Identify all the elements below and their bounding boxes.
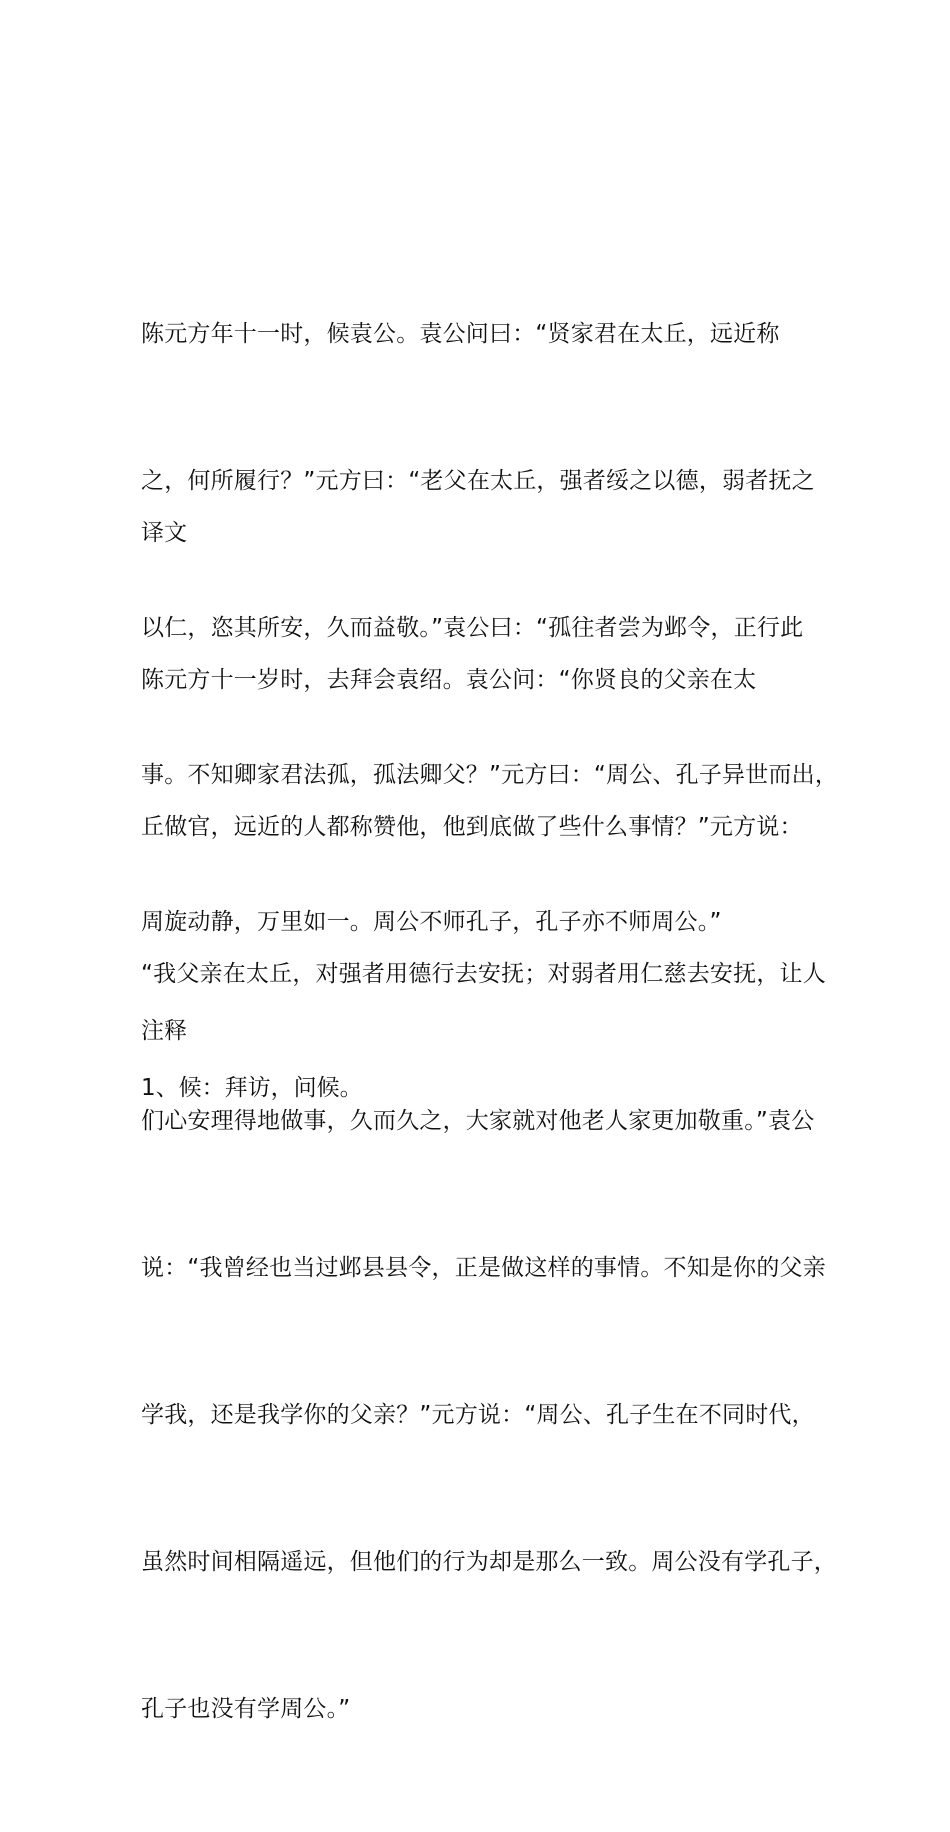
translation-line: 虽然时间相隔遥远，但他们的行为却是那么一致。周公没有学孔子，: [141, 1549, 837, 1575]
translation-line: 陈元方十一岁时，去拜会袁绍。袁公问：“你贤良的父亲在太: [141, 667, 757, 693]
translation-line: 学我，还是我学你的父亲？”元方说：“周公、孔子生在不同时代，: [141, 1402, 815, 1428]
translation-paragraph: [141, 558, 839, 1832]
original-line: 陈元方年十一时，候袁公。袁公问曰：“贤家君在太丘，远近称: [141, 321, 780, 347]
original-line: 周旋动静，万里如一。周公不师孔子，孔子亦不师周公。”: [141, 909, 722, 935]
translation-line: 们心安理得地做事，久而久之，大家就对他老人家更加敬重。”袁公: [141, 1108, 815, 1134]
translation-line: 丘做官，远近的人都称赞他，他到底做了些什么事情？”元方说：: [141, 814, 803, 840]
translation-heading: 译文: [141, 520, 187, 546]
translation-line: “我父亲在太丘，对强者用德行去安抚；对弱者用仁慈去安抚，让人: [141, 961, 826, 987]
original-line: 之，何所履行？”元方曰：“老父在太丘，强者绥之以德，弱者抚之: [141, 468, 815, 494]
translation-line: 孔子也没有学周公。”: [141, 1696, 351, 1722]
original-line: 事。不知卿家君法孤，孤法卿父？”元方曰：“周公、孔子异世而出，: [141, 762, 839, 788]
notes-heading: 注释: [141, 1018, 187, 1044]
translation-line: 说：“我曾经也当过邺县县令，正是做这样的事情。不知是你的父亲: [141, 1255, 826, 1281]
note-item: 1、候：拜访，问候。: [141, 1075, 363, 1101]
original-line: 以仁，恣其所安，久而益敬。”袁公曰：“孤往者尝为邺令，正行此: [141, 615, 804, 641]
